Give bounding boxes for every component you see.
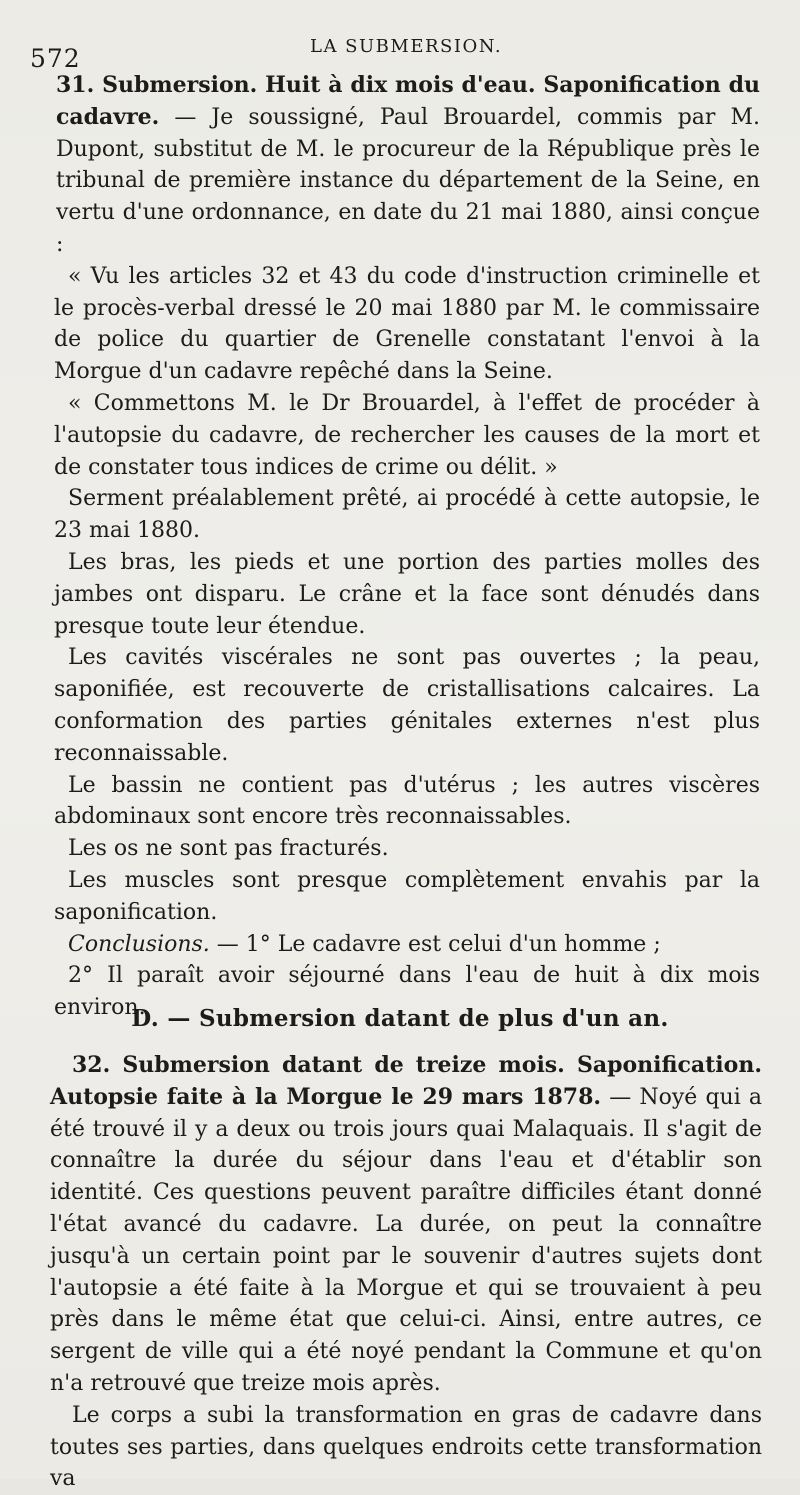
paragraph: Les cavités viscérales ne sont pas ouvertes ; la peau, saponifiée, est recouverte de cristallisations calcaires. La conformation des parties génitales externes n'est plus reconnaissable. (54, 645, 760, 766)
paragraph: Serment préalablement prêté, ai procédé à cette autopsie, le 23 mai 1880. (54, 486, 760, 544)
case-32-text (50, 1050, 762, 1495)
paragraph: Les bras, les pieds et une portion des parties molles des jambes ont disparu. Le crâne et la face sont dénudés dans presque toute leur étendue. (54, 549, 760, 639)
case-31-p1: — Je soussigné, Paul Brouardel, commis par M. Dupont, substitut de M. le procureur de la République près le tribunal de première instance du département de la Seine, en vertu d'une ordonnance, en date du 21 mai 1880, ainsi conçue : (56, 104, 760, 257)
conclusions-label: Conclusions. (68, 931, 210, 957)
conclusions-paragraph (54, 929, 760, 961)
paragraph: Les os ne sont pas fracturés. (68, 836, 389, 862)
paragraph: Le corps a subi la transformation en gras de cadavre dans toutes ses parties, dans quelques endroits cette transformation va (50, 1402, 762, 1492)
conclusion-1: — 1° Le cadavre est celui d'un homme ; (209, 931, 661, 957)
case-32-p1: — Noyé qui a été trouvé il y a deux ou trois jours quai Malaquais. Il s'agit de connaître la durée du séjour dans l'eau et d'établir son identité. Ces questions peuvent paraître difficiles étant donné l'état avancé du cadavre. La durée, on peut la connaître jusqu'à un certain point par le souvenir d'autres sujets dont l'autopsie a été faite à la Morgue et qui se trouvaient à peu près dans le même état que celui-ci. Ainsi, entre autres, ce sergent de ville qui a été noyé pendant la Commune et qu'on n'a retrouvé que treize mois après. (50, 1084, 763, 1396)
case-31-intro (56, 70, 760, 261)
paragraph: Les muscles sont presque complètement envahis par la saponification. (54, 867, 760, 925)
page-header (0, 32, 800, 72)
case-32-title: 32. Submersion datant de treize mois. Saponification. Autopsie faite à la Morgue le 29 mars 1878. (50, 1052, 762, 1110)
case-31-title: 31. Submersion. Huit à dix mois d'eau. Saponification du cadavre. (56, 72, 760, 130)
case-32-intro (50, 1050, 762, 1400)
paragraph: « Vu les articles 32 et 43 du code d'instruction criminelle et le procès-verbal dressé le 20 mai 1880 par M. le commissaire de police du quartier de Grenelle constatant l'envoi à la Morgue d'un cadavre repêché dans la Seine. (54, 263, 760, 385)
running-title: LA SUBMERSION. (310, 36, 503, 57)
conclusion-2: 2° Il paraît avoir séjourné dans l'eau de huit à dix mois environ. (54, 963, 760, 1021)
paragraph: « Commettons M. le Dr Brouardel, à l'effet de procéder à l'autopsie du cadavre, de rechercher les causes de la mort et de constater tous indices de crime ou délit. » (54, 390, 760, 480)
case-31-text (54, 70, 760, 1024)
paragraph: Le bassin ne contient pas d'utérus ; les autres viscères abdominaux sont encore très reconnaissables. (54, 772, 760, 830)
section-heading-d: D. — Submersion datant de plus d'un an. (131, 1005, 669, 1032)
page-number: 572 (30, 44, 81, 73)
